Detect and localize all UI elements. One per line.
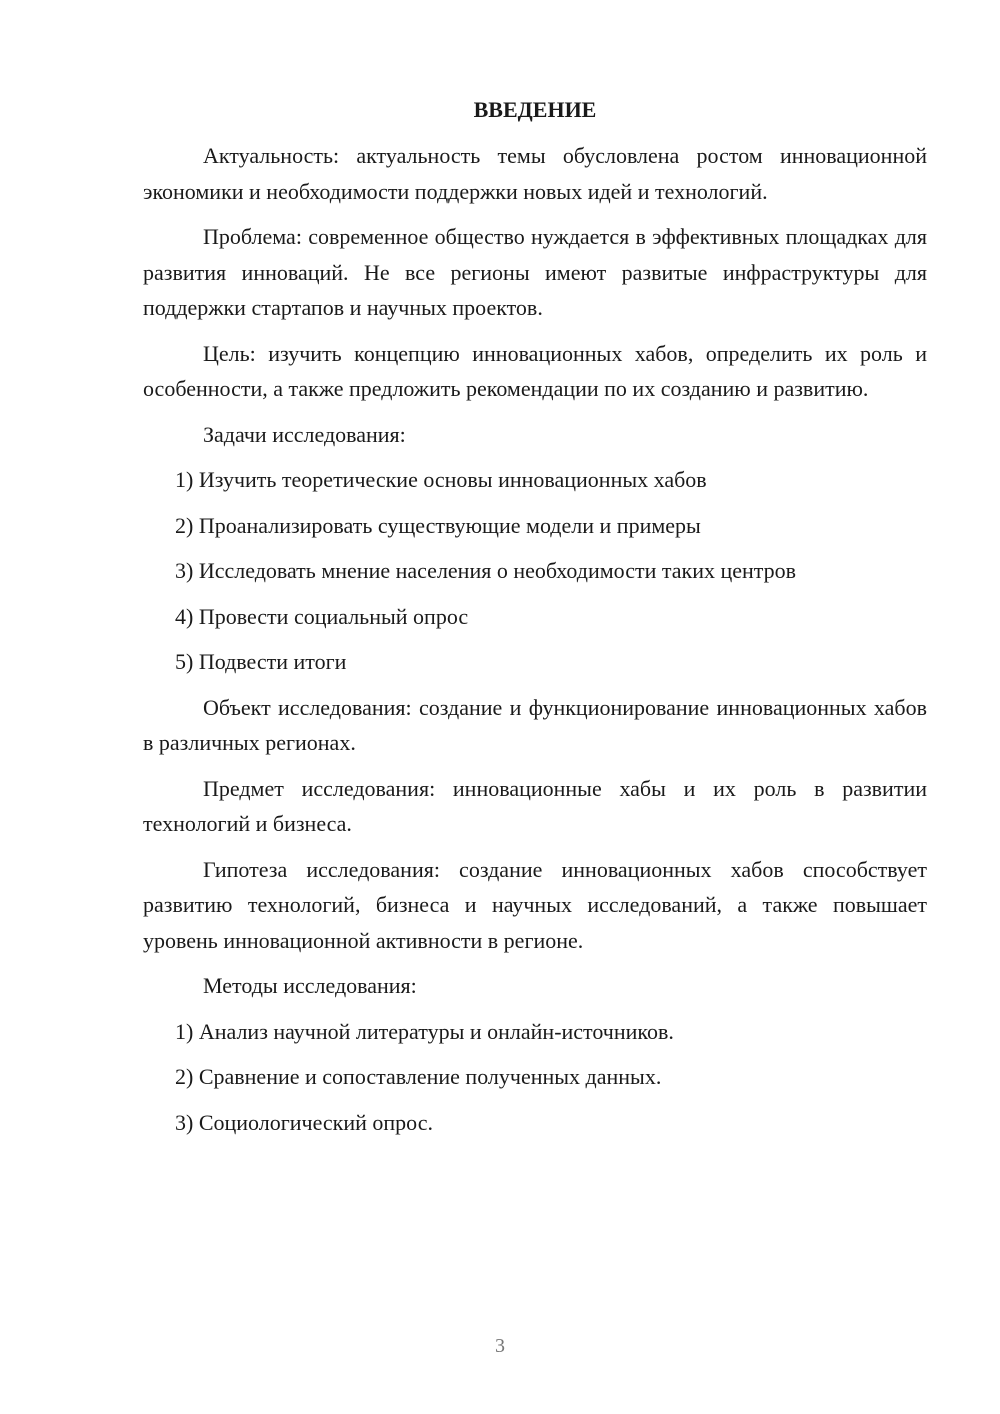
task-item: 3) Исследовать мнение населения о необходимости таких центров — [175, 558, 797, 583]
paragraph-problem: Проблема: современное общество нуждается в эффективных площадках для развития инноваций. Не все регионы имеют развитые инфраструктуры для поддержки стартапов и научных проектов. — [143, 224, 927, 320]
paragraph-object: Объект исследования: создание и функционирование инновационных хабов в различных регионах. — [143, 694, 927, 755]
methods-heading: Методы исследования: — [203, 973, 417, 998]
paragraph-relevance: Актуальность: актуальность темы обусловлена ростом инновационной экономики и необходимости поддержки новых идей и технологий. — [143, 143, 927, 204]
task-item: 1) Изучить теоретические основы инновационных хабов — [175, 467, 707, 492]
task-item: 4) Провести социальный опрос — [175, 603, 469, 629]
task-item: 2) Проанализировать существующие модели и примеры — [175, 512, 701, 538]
section-title: ВВЕДЕНИЕ — [473, 97, 597, 122]
method-item: 2) Сравнение и сопоставление полученных данных. — [175, 1064, 662, 1089]
paragraph-goal: Цель: изучить концепцию инновационных хабов, определить их роль и особенности, а также предложить рекомендации по их созданию и развитию. — [143, 340, 927, 401]
paragraph-subject: Предмет исследования: инновационные хабы и их роль в развитии технологий и бизнеса. — [143, 775, 927, 836]
page-content — [143, 92, 927, 1150]
task-item: 5) Подвести итоги — [175, 649, 347, 674]
method-item: 1) Анализ научной литературы и онлайн-источников. — [175, 1018, 674, 1044]
page-number: 3 — [495, 1335, 505, 1357]
paragraph-hypothesis: Гипотеза исследования: создание инновационных хабов способствует развитию технологий, бизнеса и научных исследований, а также повышает уровень инновационной активности в регионе. — [143, 856, 927, 953]
tasks-heading: Задачи исследования: — [203, 421, 406, 447]
method-item: 3) Социологический опрос. — [175, 1109, 433, 1135]
